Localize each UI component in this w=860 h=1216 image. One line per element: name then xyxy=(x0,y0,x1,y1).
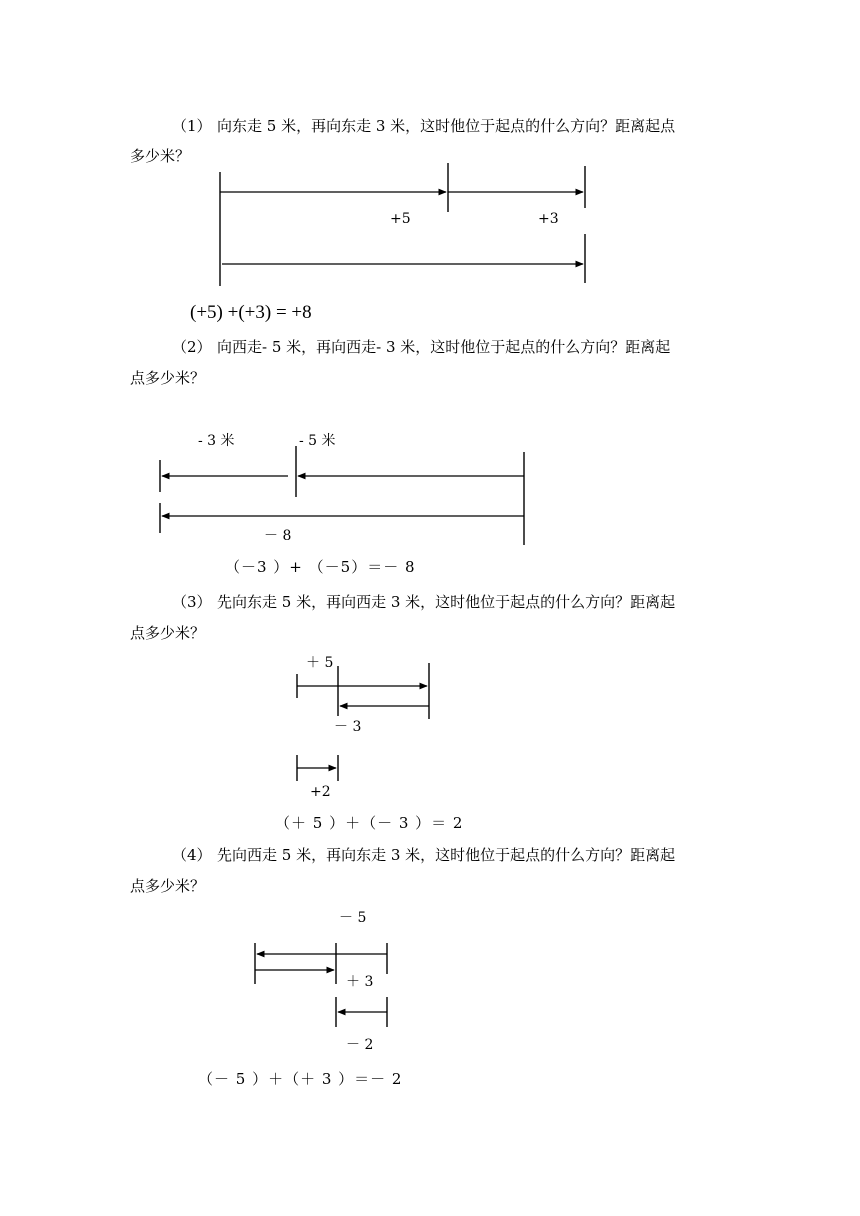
problem-4-question-line2: 点多少米？ xyxy=(130,877,206,895)
problem-2-question-line2: 点多少米？ xyxy=(130,369,206,387)
fig4-label-plus3: ＋ 3 xyxy=(346,974,374,990)
problem-1-question-line1: 向东走 5 米，再向东走 3 米，这时他位于起点的什么方向？距离起点 xyxy=(217,117,676,135)
fig3-label-plus5: ＋ 5 xyxy=(306,655,334,671)
problem-1-question-line2: 多少米？ xyxy=(130,147,191,165)
problem-2-equation: （－3 ）+ （－5）＝－ 8 xyxy=(225,558,416,576)
fig1-label-plus5: +5 xyxy=(390,211,411,227)
problem-3-number: （3） xyxy=(172,593,212,611)
problem-4-number: （4） xyxy=(172,846,212,864)
fig3-label-minus3: － 3 xyxy=(334,719,362,735)
problem-3-equation: （＋ 5 ）＋（－ 3 ）＝ 2 xyxy=(275,814,464,832)
problem-1-equation: (+5) +(+3) = +8 xyxy=(190,302,312,323)
fig1-label-plus3: +3 xyxy=(538,211,559,227)
fig2-label-minus3: - 3 米 xyxy=(198,433,235,449)
problem-3-question-line2: 点多少米？ xyxy=(130,624,206,642)
figure-2 xyxy=(160,446,524,545)
problem-1-number: （1） xyxy=(172,117,212,135)
fig4-label-minus5: － 5 xyxy=(339,910,367,926)
problem-2-question-line1: 向西走- 5 米，再向西走- 3 米，这时他位于起点的什么方向？距离起 xyxy=(217,338,671,356)
fig3-label-plus2: +2 xyxy=(310,784,331,800)
fig2-label-minus5: - 5 米 xyxy=(299,433,336,449)
problem-4-equation: （－ 5 ）＋（＋ 3 ）＝－ 2 xyxy=(198,1070,403,1088)
fig4-label-minus2: － 2 xyxy=(346,1037,374,1053)
problem-2-number: （2） xyxy=(172,338,212,356)
problem-3-question-line1: 先向东走 5 米，再向西走 3 米，这时他位于起点的什么方向？距离起 xyxy=(217,593,676,611)
problem-4-question-line1: 先向西走 5 米，再向东走 3 米，这时他位于起点的什么方向？距离起 xyxy=(217,846,676,864)
figure-3 xyxy=(297,663,429,781)
fig2-label-minus8: － 8 xyxy=(264,528,292,544)
